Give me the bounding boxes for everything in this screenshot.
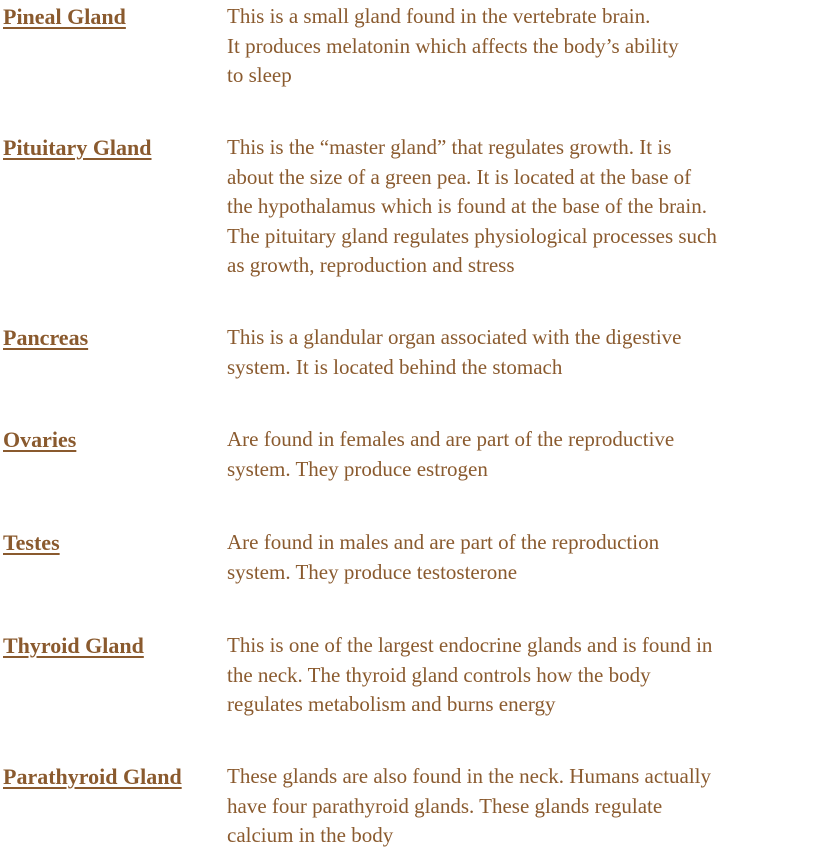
- definition-thyroid-gland: This is one of the largest endocrine glands and is found in the neck. The thyroid gland controls how the body regulates metabolism and burns energy: [227, 633, 713, 716]
- term-pineal-gland: Pineal Gland: [3, 4, 126, 29]
- definition-pancreas: This is a glandular organ associated with the digestive system. It is located behind the stomach: [227, 325, 682, 379]
- definition-parathyroid-gland: These glands are also found in the neck. Humans actually have four parathyroid glands. These glands regulate calcium in the body: [227, 764, 712, 847]
- definition-ovaries: Are found in females and are part of the reproductive system. They produce estrogen: [227, 427, 675, 481]
- term-pancreas: Pancreas: [3, 325, 89, 350]
- term-thyroid-gland: Thyroid Gland: [3, 633, 144, 658]
- definition-testes: Are found in males and are part of the reproduction system. They produce testosterone: [227, 530, 660, 584]
- definition-pineal-gland: This is a small gland found in the vertebrate brain. It produces melatonin which affects the body’s ability to sleep: [227, 4, 679, 87]
- term-pituitary-gland: Pituitary Gland: [3, 135, 152, 160]
- term-ovaries: Ovaries: [3, 427, 77, 452]
- term-testes: Testes: [3, 530, 60, 555]
- definition-pituitary-gland: This is the “master gland” that regulates growth. It is about the size of a green pea. It is located at the base of the hypothalamus which is found at the base of the brain. The pituitary gland regulates physiological processes such as growth, reproduction and stress: [227, 135, 717, 277]
- term-parathyroid-gland: Parathyroid Gland: [3, 764, 182, 789]
